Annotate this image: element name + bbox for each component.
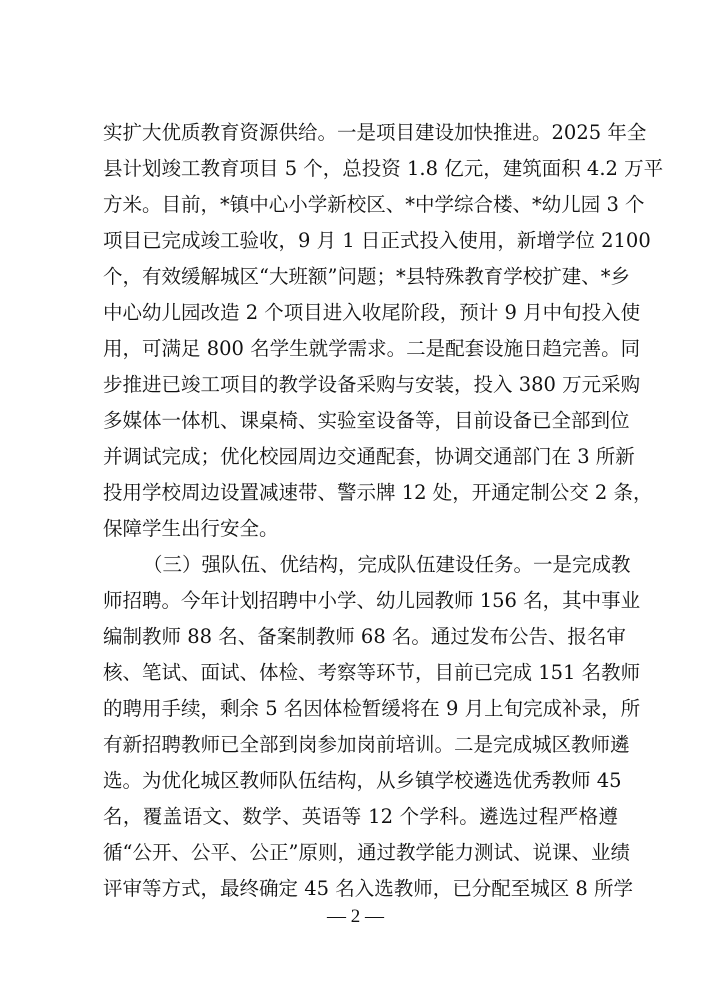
text-line: 个，有效缓解城区“大班额”问题；*县特殊教育学校扩建、*乡	[103, 265, 630, 288]
text-line: 评审等方式，最终确定 45 名入选教师，已分配至城区 8 所学	[103, 877, 634, 900]
section-heading-line: （三）强队伍、优结构，完成队伍建设任务。一是完成教	[143, 553, 631, 576]
text-line: 多媒体一体机、课桌椅、实验室设备等，目前设备已全部到位	[103, 409, 630, 432]
text-line: 项目已完成竣工验收，9 月 1 日正式投入使用，新增学位 2100	[103, 229, 651, 252]
text-line: 编制教师 88 名、备案制教师 68 名。通过发布公告、报名审	[103, 625, 626, 648]
text-line: 循“公开、公平、公正”原则，通过教学能力测试、说课、业绩	[103, 841, 630, 864]
text-line: 步推进已竣工项目的教学设备采购与安装，投入 380 万元采购	[103, 373, 641, 396]
text-line: 并调试完成；优化校园周边交通配套，协调交通部门在 3 所新	[103, 445, 635, 468]
text-line: 中心幼儿园改造 2 个项目进入收尾阶段，预计 9 月中旬投入使	[103, 301, 641, 324]
text-line: 有新招聘教师已全部到岗参加岗前培训。二是完成城区教师遴	[103, 733, 630, 756]
text-line: 保障学生出行安全。	[103, 517, 279, 540]
text-line: 县计划竣工教育项目 5 个，总投资 1.8 亿元，建筑面积 4.2 万平	[103, 157, 664, 180]
text-line: 投用学校周边设置减速带、警示牌 12 处，开通定制公交 2 条，	[103, 481, 653, 504]
text-line: 名，覆盖语文、数学、英语等 12 个学科。遴选过程严格遵	[103, 805, 618, 828]
page-number: — 2 —	[327, 906, 384, 927]
text-line: 实扩大优质教育资源供给。一是项目建设加快推进。2025 年全	[103, 121, 647, 144]
text-line: 选。为优化城区教师队伍结构，从乡镇学校遴选优秀教师 45	[103, 769, 622, 792]
text-line: 用，可满足 800 名学生就学需求。二是配套设施日趋完善。同	[103, 337, 641, 360]
text-line: 师招聘。今年计划招聘中小学、幼儿园教师 156 名，其中事业	[103, 589, 641, 612]
text-line: 的聘用手续，剩余 5 名因体检暂缓将在 9 月上旬完成补录，所	[103, 697, 641, 720]
text-line: 方米。目前，*镇中心小学新校区、*中学综合楼、*幼儿园 3 个	[103, 193, 645, 216]
text-line: 核、笔试、面试、体检、考察等环节，目前已完成 151 名教师	[103, 661, 641, 684]
